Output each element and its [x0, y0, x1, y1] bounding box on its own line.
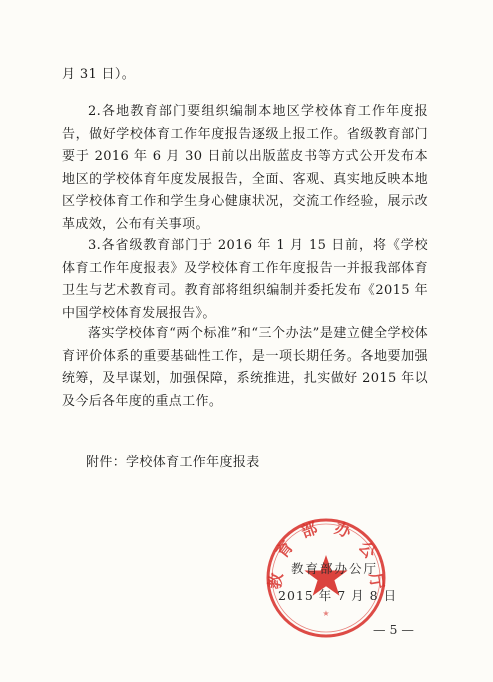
svg-text:部: 部 — [298, 518, 320, 542]
svg-text:厅: 厅 — [365, 571, 388, 591]
attachment-line: 附件：学校体育工作年度报表 — [86, 455, 260, 470]
paragraph-item-2: 2.各地教育部门要组织编制本地区学校体育工作年度报告，做好学校体育工作年度报告逐级上报工作。省级教育部门要于 2016 年 6 月 30 日前以出版蓝皮书等方式公开发布本地区的学校体育年度发展报告，全面、客观、真实地反映本地区学校体育工作和学生身心健康状况，交流工作经验，展示改革成效，公布有关事项。 — [62, 104, 428, 232]
paragraph-summary: 落实学校体育“两个标准”和“三个办法”是建立健全学校体育评价体系的重要基础性工作，是一项长期任务。各地要加强统筹，及早谋划，加强保障，系统推进，扎实做好 2015 年以及今后各年度的重点工作。 — [62, 326, 428, 409]
issue-date: 2015 年 7 月 8 日 — [278, 588, 398, 603]
official-seal — [264, 516, 388, 640]
paragraph-continuation: 月 31 日）。 — [62, 67, 136, 82]
page-number: — 5 — — [373, 622, 414, 637]
svg-text:育: 育 — [272, 537, 298, 562]
svg-text:教: 教 — [264, 571, 287, 591]
svg-text:办: 办 — [332, 518, 354, 542]
svg-text:公: 公 — [354, 537, 380, 562]
svg-text:★: ★ — [322, 609, 330, 618]
issuer-name: 教育部办公厅 — [291, 561, 379, 576]
paragraph-item-3: 3.各省级教育部门于 2016 年 1 月 15 日前，将《学校体育工作年度报表》及学校体育工作年度报告一并报我部体育卫生与艺术教育司。教育部将组织编制并委托发布《2015 年中国学校体育发展报告》。 — [62, 238, 428, 321]
